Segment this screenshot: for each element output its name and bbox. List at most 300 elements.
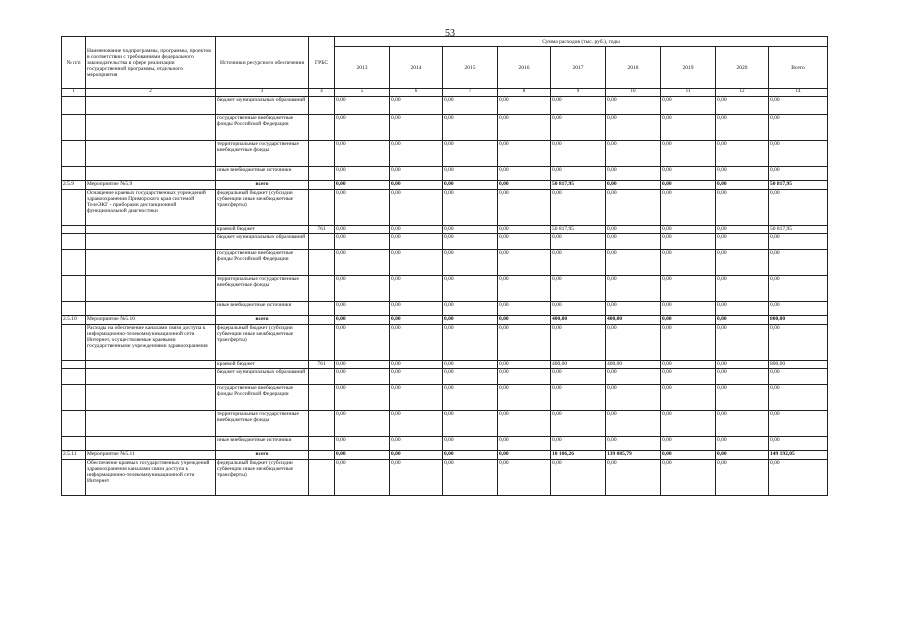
row-value: 50 817,95	[551, 226, 606, 234]
table-row	[62, 369, 828, 385]
row-value: 0,00	[769, 97, 828, 115]
table-row	[62, 302, 828, 316]
row-name	[86, 276, 216, 302]
header-name: Наименование подпрограммы, программы, проектов в соответствии с требованиями федерального законодательства в сфере реализации государственной программы, отдельного мероприятия	[86, 37, 216, 89]
column-number: 4	[309, 89, 335, 97]
row-value: 0,00	[390, 385, 443, 411]
row-name	[86, 226, 216, 234]
row-number: 2.5.10	[62, 316, 86, 325]
row-name: Расходы на обеспечение каналами связи доступа к информационно-телекоммуникационной сети Интернет, осуществляемые краевыми государственными учреждениями здравоохранения	[86, 325, 216, 361]
table-row	[62, 385, 828, 411]
row-name: Оснащение краевых государственных учреждений здравоохранения Приморского края системой ТелеЭКГ - приборами дистанционной функциональной диагностики	[86, 190, 216, 226]
row-value: 0,00	[769, 437, 828, 451]
row-value: 0,00	[443, 316, 498, 325]
row-value: 0,00	[769, 234, 828, 250]
row-value: 0,00	[390, 369, 443, 385]
row-value: 0,00	[716, 190, 769, 226]
row-value: 0,00	[716, 316, 769, 325]
row-grbs	[309, 385, 335, 411]
row-value: 0,00	[716, 276, 769, 302]
row-name	[86, 234, 216, 250]
row-value: 0,00	[390, 97, 443, 115]
row-source: государственные внебюджетные фонды Российской Федерации	[216, 385, 309, 411]
row-value: 0,00	[716, 250, 769, 276]
row-value: 0,00	[769, 141, 828, 167]
row-number	[62, 115, 86, 141]
row-value: 0,00	[551, 302, 606, 316]
header-year: 2015	[443, 47, 498, 89]
header-year: 2016	[498, 47, 551, 89]
row-value: 0,00	[498, 250, 551, 276]
row-value: 0,00	[716, 437, 769, 451]
row-value: 149 192,05	[769, 451, 828, 460]
row-source: бюджет муниципальных образований	[216, 369, 309, 385]
row-value: 0,00	[335, 385, 390, 411]
row-grbs	[309, 97, 335, 115]
row-value: 0,00	[335, 361, 390, 369]
column-number: 11	[661, 89, 716, 97]
row-grbs	[309, 460, 335, 496]
row-value: 0,00	[390, 115, 443, 141]
expenses-table	[61, 36, 828, 496]
row-grbs	[309, 411, 335, 437]
row-value: 139 085,79	[606, 451, 661, 460]
row-value: 400,00	[551, 361, 606, 369]
table-row	[62, 361, 828, 369]
row-value: 0,00	[443, 276, 498, 302]
row-value: 0,00	[443, 181, 498, 190]
row-value: 0,00	[661, 460, 716, 496]
row-grbs	[309, 167, 335, 181]
row-value: 0,00	[498, 234, 551, 250]
row-value: 0,00	[716, 141, 769, 167]
row-value: 0,00	[498, 276, 551, 302]
row-source: территориальные государственные внебюджетные фонды	[216, 141, 309, 167]
row-grbs	[309, 369, 335, 385]
row-value: 0,00	[716, 385, 769, 411]
row-grbs	[309, 250, 335, 276]
row-source: государственные внебюджетные фонды Российской Федерации	[216, 115, 309, 141]
row-value: 0,00	[661, 316, 716, 325]
row-value: 0,00	[335, 226, 390, 234]
row-value: 0,00	[443, 97, 498, 115]
row-grbs	[309, 302, 335, 316]
column-number: 3	[216, 89, 309, 97]
row-value: 0,00	[390, 437, 443, 451]
header-year: 2020	[716, 47, 769, 89]
table-row	[62, 316, 828, 325]
row-value: 0,00	[390, 460, 443, 496]
row-value: 0,00	[606, 369, 661, 385]
row-value: 0,00	[335, 411, 390, 437]
row-value: 0,00	[498, 361, 551, 369]
row-number	[62, 141, 86, 167]
column-number: 9	[551, 89, 606, 97]
row-value: 0,00	[606, 190, 661, 226]
row-source: иные внебюджетные источники	[216, 437, 309, 451]
row-value: 0,00	[769, 411, 828, 437]
row-name: Мероприятие №5.10	[86, 316, 216, 325]
row-value: 400,00	[606, 316, 661, 325]
row-value: 0,00	[443, 369, 498, 385]
row-value: 0,00	[606, 115, 661, 141]
row-source: бюджет муниципальных образований	[216, 97, 309, 115]
row-value: 0,00	[443, 226, 498, 234]
row-value: 0,00	[769, 369, 828, 385]
row-source: федеральный бюджет (субсидии субвенции иные межбюджетные трансферты)	[216, 190, 309, 226]
column-number: 5	[335, 89, 390, 97]
row-value: 0,00	[390, 411, 443, 437]
table-row	[62, 226, 828, 234]
row-value: 0,00	[443, 302, 498, 316]
table-row	[62, 460, 828, 496]
row-value: 0,00	[661, 276, 716, 302]
row-name	[86, 141, 216, 167]
row-name: Мероприятие №5.11	[86, 451, 216, 460]
row-value: 0,00	[769, 115, 828, 141]
row-value: 0,00	[661, 369, 716, 385]
column-number: 14	[769, 89, 828, 97]
row-value: 0,00	[335, 302, 390, 316]
column-number: 1	[62, 89, 86, 97]
row-source: иные внебюджетные источники	[216, 167, 309, 181]
row-value: 0,00	[335, 276, 390, 302]
row-value: 0,00	[716, 369, 769, 385]
row-grbs	[309, 181, 335, 190]
row-value: 0,00	[661, 325, 716, 361]
row-value: 0,00	[443, 167, 498, 181]
row-value: 0,00	[443, 141, 498, 167]
row-value: 0,00	[443, 451, 498, 460]
row-name	[86, 385, 216, 411]
row-number	[62, 167, 86, 181]
row-value: 0,00	[606, 97, 661, 115]
row-value: 0,00	[769, 385, 828, 411]
row-value: 0,00	[335, 97, 390, 115]
table-row	[62, 97, 828, 115]
row-value: 0,00	[716, 115, 769, 141]
row-value: 0,00	[498, 181, 551, 190]
row-value: 0,00	[551, 460, 606, 496]
row-source: иные внебюджетные источники	[216, 302, 309, 316]
row-value: 0,00	[606, 226, 661, 234]
row-value: 0,00	[551, 411, 606, 437]
row-value: 0,00	[443, 190, 498, 226]
row-value: 0,00	[335, 369, 390, 385]
row-grbs	[309, 276, 335, 302]
row-number	[62, 302, 86, 316]
row-value: 0,00	[498, 167, 551, 181]
table-row	[62, 250, 828, 276]
row-value: 0,00	[390, 226, 443, 234]
row-value: 0,00	[606, 234, 661, 250]
row-number	[62, 437, 86, 451]
row-source: бюджет муниципальных образований	[216, 234, 309, 250]
row-source: федеральный бюджет (субсидии субвенции иные межбюджетные трансферты)	[216, 460, 309, 496]
row-value: 0,00	[335, 250, 390, 276]
row-value: 0,00	[716, 325, 769, 361]
row-number	[62, 234, 86, 250]
row-value: 0,00	[661, 226, 716, 234]
row-value: 0,00	[606, 411, 661, 437]
row-source: всего	[216, 451, 309, 460]
row-grbs	[309, 141, 335, 167]
row-value: 0,00	[498, 460, 551, 496]
row-number: 2.5.9	[62, 181, 86, 190]
row-value: 0,00	[716, 302, 769, 316]
table-row	[62, 167, 828, 181]
row-value: 0,00	[769, 250, 828, 276]
row-value: 0,00	[661, 190, 716, 226]
row-value: 0,00	[769, 460, 828, 496]
row-value: 0,00	[606, 437, 661, 451]
row-name: Обеспечение краевых государственных учреждений здравоохранения каналами связи доступа к информационно-телекоммуникационной сети Интернет	[86, 460, 216, 496]
column-number: 12	[716, 89, 769, 97]
row-value: 0,00	[335, 451, 390, 460]
header-num: № п/п	[62, 37, 86, 89]
header-source: Источники ресурсного обеспечения	[216, 37, 309, 89]
row-value: 400,00	[551, 316, 606, 325]
row-name	[86, 437, 216, 451]
row-value: 0,00	[335, 115, 390, 141]
row-grbs	[309, 190, 335, 226]
row-value: 0,00	[335, 316, 390, 325]
row-value: 0,00	[551, 167, 606, 181]
row-value: 0,00	[606, 460, 661, 496]
row-value: 0,00	[390, 250, 443, 276]
row-number	[62, 369, 86, 385]
row-value: 0,00	[498, 115, 551, 141]
row-value: 0,00	[335, 460, 390, 496]
table-row	[62, 190, 828, 226]
row-value: 0,00	[498, 226, 551, 234]
row-value: 0,00	[661, 234, 716, 250]
row-name	[86, 302, 216, 316]
row-value: 0,00	[661, 385, 716, 411]
row-value: 0,00	[716, 460, 769, 496]
row-value: 0,00	[498, 437, 551, 451]
row-value: 0,00	[390, 234, 443, 250]
row-value: 0,00	[606, 141, 661, 167]
row-value: 0,00	[769, 325, 828, 361]
row-value: 0,00	[335, 181, 390, 190]
row-name	[86, 361, 216, 369]
row-grbs	[309, 234, 335, 250]
row-value: 0,00	[716, 226, 769, 234]
row-value: 0,00	[769, 302, 828, 316]
row-value: 0,00	[551, 190, 606, 226]
row-value: 0,00	[716, 411, 769, 437]
row-value: 0,00	[390, 325, 443, 361]
row-value: 0,00	[769, 190, 828, 226]
row-value: 0,00	[551, 325, 606, 361]
column-number: 6	[390, 89, 443, 97]
row-value: 0,00	[661, 115, 716, 141]
row-value: 0,00	[335, 141, 390, 167]
row-number	[62, 325, 86, 361]
row-value: 50 817,95	[769, 181, 828, 190]
row-value: 0,00	[661, 411, 716, 437]
row-value: 0,00	[716, 451, 769, 460]
row-name	[86, 369, 216, 385]
row-value: 0,00	[716, 181, 769, 190]
row-value: 0,00	[390, 361, 443, 369]
row-value: 0,00	[661, 181, 716, 190]
row-value: 0,00	[443, 250, 498, 276]
page-number: 53	[445, 28, 455, 39]
row-value: 0,00	[390, 451, 443, 460]
row-value: 800,00	[769, 316, 828, 325]
column-number: 8	[498, 89, 551, 97]
row-source: краевой бюджет	[216, 361, 309, 369]
row-value: 0,00	[443, 437, 498, 451]
row-number	[62, 385, 86, 411]
row-value: 0,00	[390, 302, 443, 316]
table-row	[62, 276, 828, 302]
row-value: 0,00	[443, 325, 498, 361]
table-row	[62, 181, 828, 190]
row-value: 0,00	[390, 190, 443, 226]
table-row	[62, 411, 828, 437]
row-value: 0,00	[716, 97, 769, 115]
row-source: всего	[216, 181, 309, 190]
row-value: 0,00	[606, 385, 661, 411]
row-value: 0,00	[551, 97, 606, 115]
row-value: 0,00	[769, 167, 828, 181]
row-value: 0,00	[335, 190, 390, 226]
row-number	[62, 411, 86, 437]
row-value: 0,00	[716, 361, 769, 369]
row-value: 0,00	[498, 316, 551, 325]
table-row	[62, 115, 828, 141]
row-value: 0,00	[551, 141, 606, 167]
row-grbs: 761	[309, 226, 335, 234]
column-number: 10	[606, 89, 661, 97]
row-value: 0,00	[661, 250, 716, 276]
row-value: 10 106,26	[551, 451, 606, 460]
row-value: 0,00	[335, 167, 390, 181]
table-row	[62, 141, 828, 167]
row-value: 0,00	[551, 437, 606, 451]
row-value: 0,00	[551, 369, 606, 385]
row-source: краевой бюджет	[216, 226, 309, 234]
row-grbs	[309, 316, 335, 325]
row-value: 0,00	[661, 97, 716, 115]
row-value: 0,00	[335, 234, 390, 250]
row-value: 0,00	[498, 302, 551, 316]
row-value: 0,00	[661, 141, 716, 167]
row-value: 0,00	[661, 167, 716, 181]
row-value: 0,00	[661, 302, 716, 316]
header-grbs: ГРБС	[309, 37, 335, 89]
row-value: 0,00	[443, 460, 498, 496]
row-value: 0,00	[661, 437, 716, 451]
row-name	[86, 167, 216, 181]
row-name	[86, 250, 216, 276]
header-year: 2017	[551, 47, 606, 89]
row-number	[62, 460, 86, 496]
row-number	[62, 250, 86, 276]
row-value: 0,00	[661, 451, 716, 460]
row-value: 0,00	[551, 115, 606, 141]
row-value: 0,00	[716, 234, 769, 250]
column-number: 2	[86, 89, 216, 97]
row-source: территориальные государственные внебюджетные фонды	[216, 411, 309, 437]
table-row	[62, 437, 828, 451]
table-row	[62, 451, 828, 460]
row-number	[62, 361, 86, 369]
row-name	[86, 411, 216, 437]
row-grbs	[309, 451, 335, 460]
header-year: 2014	[390, 47, 443, 89]
row-value: 0,00	[498, 411, 551, 437]
row-name	[86, 97, 216, 115]
row-value: 0,00	[443, 115, 498, 141]
row-value: 50 817,95	[769, 226, 828, 234]
row-source: всего	[216, 316, 309, 325]
row-grbs: 761	[309, 361, 335, 369]
row-value: 0,00	[443, 361, 498, 369]
table-row	[62, 234, 828, 250]
row-value: 0,00	[606, 302, 661, 316]
row-value: 0,00	[335, 325, 390, 361]
row-value: 400,00	[606, 361, 661, 369]
row-value: 0,00	[606, 276, 661, 302]
header-year: Всего	[769, 47, 828, 89]
row-value: 0,00	[769, 276, 828, 302]
row-value: 0,00	[390, 141, 443, 167]
row-value: 0,00	[716, 167, 769, 181]
header-expenses: Сумма расходов (тыс. руб.), годы	[335, 37, 828, 47]
row-source: государственные внебюджетные фонды Российской Федерации	[216, 250, 309, 276]
row-value: 0,00	[335, 437, 390, 451]
row-value: 0,00	[443, 385, 498, 411]
row-value: 0,00	[606, 181, 661, 190]
row-value: 800,00	[769, 361, 828, 369]
row-value: 0,00	[390, 167, 443, 181]
row-value: 0,00	[498, 190, 551, 226]
row-value: 0,00	[390, 316, 443, 325]
row-name: Мероприятие №5.9	[86, 181, 216, 190]
row-value: 0,00	[661, 361, 716, 369]
row-value: 0,00	[551, 234, 606, 250]
row-value: 0,00	[551, 276, 606, 302]
row-value: 0,00	[498, 385, 551, 411]
row-value: 0,00	[443, 234, 498, 250]
row-number	[62, 97, 86, 115]
row-grbs	[309, 325, 335, 361]
row-name	[86, 115, 216, 141]
row-source: федеральный бюджет (субсидии субвенции иные межбюджетные трансферты)	[216, 325, 309, 361]
row-value: 0,00	[390, 181, 443, 190]
row-grbs	[309, 115, 335, 141]
row-number: 2.5.11	[62, 451, 86, 460]
row-value: 0,00	[498, 141, 551, 167]
row-value: 0,00	[606, 325, 661, 361]
header-year: 2019	[661, 47, 716, 89]
column-number: 7	[443, 89, 498, 97]
row-value: 50 817,95	[551, 181, 606, 190]
row-value: 0,00	[606, 167, 661, 181]
row-number	[62, 276, 86, 302]
row-value: 0,00	[443, 411, 498, 437]
header-year: 2013	[335, 47, 390, 89]
header-year: 2018	[606, 47, 661, 89]
row-number	[62, 226, 86, 234]
row-value: 0,00	[390, 276, 443, 302]
row-source: территориальные государственные внебюджетные фонды	[216, 276, 309, 302]
row-value: 0,00	[498, 451, 551, 460]
